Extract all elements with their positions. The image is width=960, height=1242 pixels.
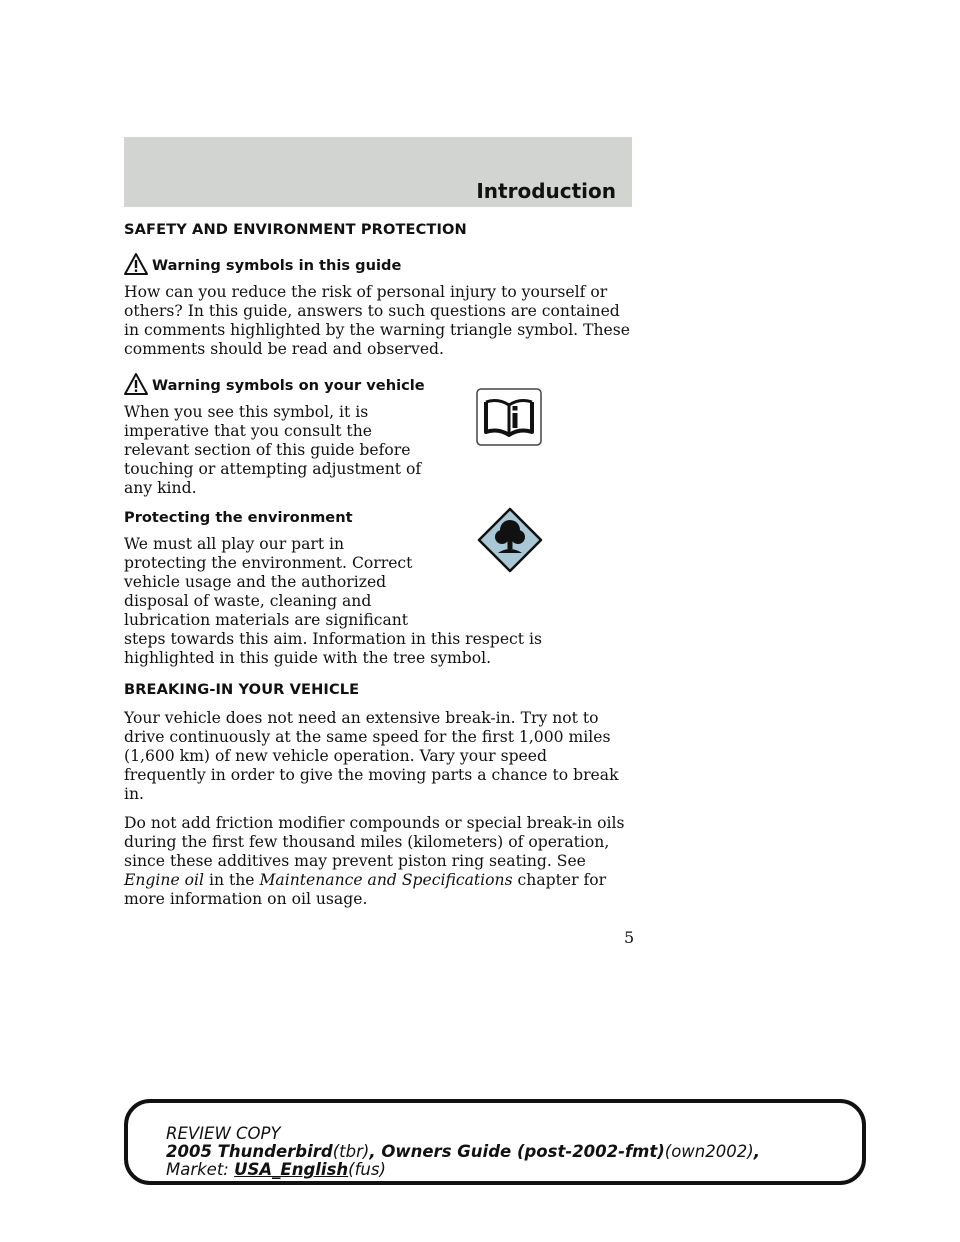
footer-separator: ,	[753, 1142, 760, 1161]
breakin-paragraph-2	[124, 814, 632, 909]
warning-triangle-icon	[124, 373, 148, 395]
footer-guide: Owners Guide (post-2002-fmt)	[381, 1142, 665, 1161]
warning-vehicle-heading	[124, 373, 632, 397]
review-copy-label: REVIEW COPY	[166, 1124, 281, 1143]
environment-paragraph-part1: We must all play our part in protecting the environment. Correct vehicle usage and the authorized disposal of waste, cleaning and lubrication materials are significant	[124, 535, 413, 629]
warning-triangle-icon	[124, 253, 148, 275]
footer-model-code: (tbr)	[332, 1142, 370, 1161]
owners-manual-icon	[476, 388, 542, 446]
footer-market-label: Market:	[166, 1160, 235, 1179]
review-copy-footer	[124, 1099, 866, 1185]
warning-guide-paragraph: How can you reduce the risk of personal injury to yourself or others? In this guide, answers to such questions are contained in comments highlighted by the warning triangle symbol. These comments should be read and observed.	[124, 283, 630, 358]
breakin-text-c: chapter for more information on oil usage.	[124, 871, 607, 908]
page-number: 5	[624, 928, 635, 947]
footer-market-line	[166, 1161, 760, 1179]
header-band	[124, 137, 632, 207]
page-content	[124, 220, 632, 919]
section-title: Introduction	[476, 179, 616, 203]
warning-vehicle-paragraph: When you see this symbol, it is imperative that you consult the relevant section of this guide before touching or attempting adjustment of any kind.	[124, 403, 422, 497]
footer-market: USA_English	[234, 1160, 349, 1179]
breakin-text-a: Do not add friction modifier compounds or special break-in oils during the first few thousand miles (kilometers) of operation, since these additives may prevent piston ring seating. See	[124, 814, 625, 870]
environment-heading: Protecting the environment	[124, 509, 353, 526]
warning-vehicle-title: Warning symbols on your vehicle	[152, 377, 425, 394]
footer-model: 2005 Thunderbird	[166, 1142, 333, 1161]
footer-market-code: (fus)	[348, 1160, 386, 1179]
engine-oil-reference: Engine oil	[124, 871, 204, 889]
footer-guide-code: (own2002)	[664, 1142, 754, 1161]
footer-model-line	[166, 1143, 760, 1161]
environment-paragraph-part2: steps towards this aim. Information in this respect is highlighted in this guide with the tree symbol.	[124, 630, 543, 667]
breakin-paragraph-1: Your vehicle does not need an extensive break-in. Try not to drive continuously at the same speed for the first 1,000 miles (1,600 km) of new vehicle operation. Vary your speed frequently in order to give the moving parts a chance to break in.	[124, 709, 619, 803]
tree-icon	[477, 507, 543, 573]
safety-heading: SAFETY AND ENVIRONMENT PROTECTION	[124, 221, 467, 238]
warning-guide-heading	[124, 253, 632, 277]
breakin-text-b: in the	[208, 871, 255, 889]
breakin-heading: BREAKING-IN YOUR VEHICLE	[124, 681, 360, 698]
warning-guide-title: Warning symbols in this guide	[152, 257, 402, 274]
footer-separator: ,	[369, 1142, 382, 1161]
chapter-reference: Maintenance and Specifications	[259, 871, 513, 889]
